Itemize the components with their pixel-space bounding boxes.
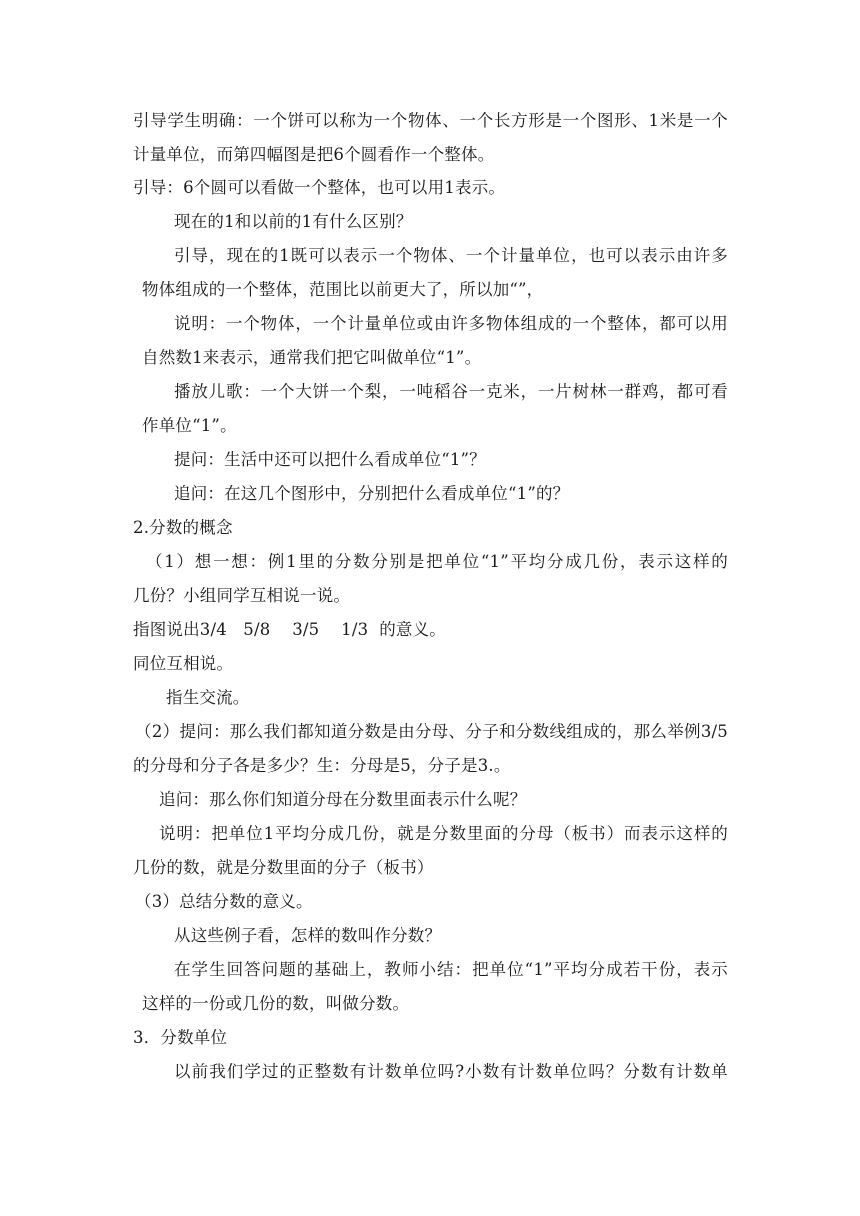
- section-heading: 2.分数的概念: [133, 518, 233, 537]
- text-line: 计量单位，而第四幅图是把6个圆看作一个整体。: [133, 145, 495, 164]
- text-line: 几份？小组同学互相说一说。: [133, 586, 351, 605]
- text-line: 指图说出3/4 5/8 3/5 1/3 的意义。: [133, 620, 447, 639]
- text-line: 现在的1和以前的1有什么区别？: [174, 212, 413, 231]
- text-line: 这样的一份或几份的数，叫做分数。: [142, 994, 410, 1013]
- text-line: 指生交流。: [166, 688, 250, 707]
- text-line: 引导学生明确：一个饼可以称为一个物体、一个长方形是一个图形、1米是一个: [133, 111, 728, 130]
- text-line: 播放儿歌：一个大饼一个梨，一吨稻谷一克米，一片树林一群鸡，都可看: [174, 382, 728, 401]
- text-line: 自然数1来表示，通常我们把它叫做单位“1”。: [142, 348, 482, 367]
- text-line: （3）总结分数的意义。: [135, 892, 313, 911]
- section-heading: 3．分数单位: [133, 1028, 228, 1047]
- text-line: （1）想一想：例1里的分数分别是把单位“1”平均分成几份，表示这样的: [146, 552, 728, 571]
- text-line: 几份的数，就是分数里面的分子（板书）: [133, 858, 434, 877]
- text-line: 追问：那么你们知道分母在分数里面表示什么呢？: [159, 790, 527, 809]
- text-line: 从这些例子看，怎样的数叫作分数？: [174, 926, 442, 945]
- text-line: 引导：6个圆可以看做一个整体，也可以用1表示。: [133, 178, 506, 197]
- text-line: （2）提问：那么我们都知道分数是由分母、分子和分数线组成的，那么举例3/5: [135, 722, 728, 741]
- text-line: 的分母和分子各是多少？生：分母是5，分子是3.。: [133, 756, 511, 775]
- text-line: 在学生回答问题的基础上，教师小结：把单位“1”平均分成若干份，表示: [174, 960, 728, 979]
- text-line: 提问：生活中还可以把什么看成单位“1”？: [174, 450, 486, 469]
- text-line: 说明：一个物体，一个计量单位或由许多物体组成的一个整体，都可以用: [174, 314, 728, 333]
- text-line: 以前我们学过的正整数有计数单位吗?小数有计数单位吗？分数有计数单: [174, 1062, 728, 1081]
- text-line: 引导，现在的1既可以表示一个物体、一个计量单位，也可以表示由许多: [174, 246, 728, 265]
- text-line: 追问：在这几个图形中，分别把什么看成单位“1”的？: [174, 484, 570, 503]
- text-line: 物体组成的一个整体，范围比以前更大了，所以加“”，: [142, 280, 544, 299]
- text-line: 同位互相说。: [133, 654, 234, 673]
- text-line: 作单位“1”。: [142, 416, 237, 435]
- text-line: 说明：把单位1平均分成几份，就是分数里面的分母（板书）而表示这样的: [159, 824, 728, 843]
